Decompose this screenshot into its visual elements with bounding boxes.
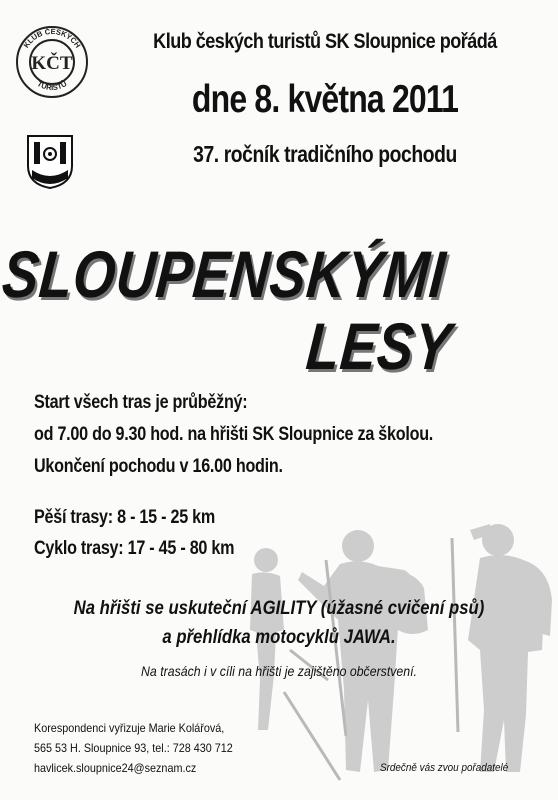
end-time-info: Ukončení pochodu v 16.00 hodin.: [34, 456, 283, 477]
svg-text:KČT: KČT: [31, 53, 73, 74]
organizer-heading: Klub českých turistů SK Sloupnice pořádá: [153, 30, 497, 53]
bike-routes-info: Cyklo trasy: 17 - 45 - 80 km: [34, 538, 235, 559]
jawa-event-text: a přehlídka motocyklů JAWA.: [162, 627, 396, 648]
foot-routes-info: Pěší trasy: 8 - 15 - 25 km: [34, 507, 215, 528]
main-title-line1: SLOUPENSKÝMI: [0, 237, 449, 311]
refreshment-note: Na trasách i v cíli na hřišti je zajištěno občerstvení.: [141, 663, 417, 679]
agility-event-text: Na hřišti se uskuteční AGILITY (úžasné cvičení psů): [73, 598, 485, 619]
main-title-line2: LESY: [303, 309, 455, 383]
hikers-silhouette-image: [228, 500, 558, 800]
event-date: dne 8. května 2011: [191, 78, 459, 121]
contact-person: Korespondenci vyřizuje Marie Kolářová,: [34, 721, 225, 735]
start-time-info: od 7.00 do 9.30 hod. na hřišti SK Sloupnice za školou.: [34, 424, 434, 445]
contact-address: 565 53 H. Sloupnice 93, tel.: 728 430 712: [34, 741, 233, 755]
svg-text:TURISTŮ: TURISTŮ: [35, 79, 69, 93]
edition-subtitle: 37. ročník tradičního pochodu: [193, 141, 457, 167]
club-logo-icon: [14, 24, 90, 100]
invitation-signoff: Srdečně vás zvou pořadatelé: [380, 762, 509, 774]
start-info: Start všech tras je průběžný:: [34, 392, 248, 413]
coat-of-arms-icon: [26, 134, 74, 190]
svg-text:KLUB ČESKÝCH: KLUB ČESKÝCH: [21, 26, 83, 50]
contact-email: havlicek.sloupnice24@seznam.cz: [34, 761, 197, 775]
